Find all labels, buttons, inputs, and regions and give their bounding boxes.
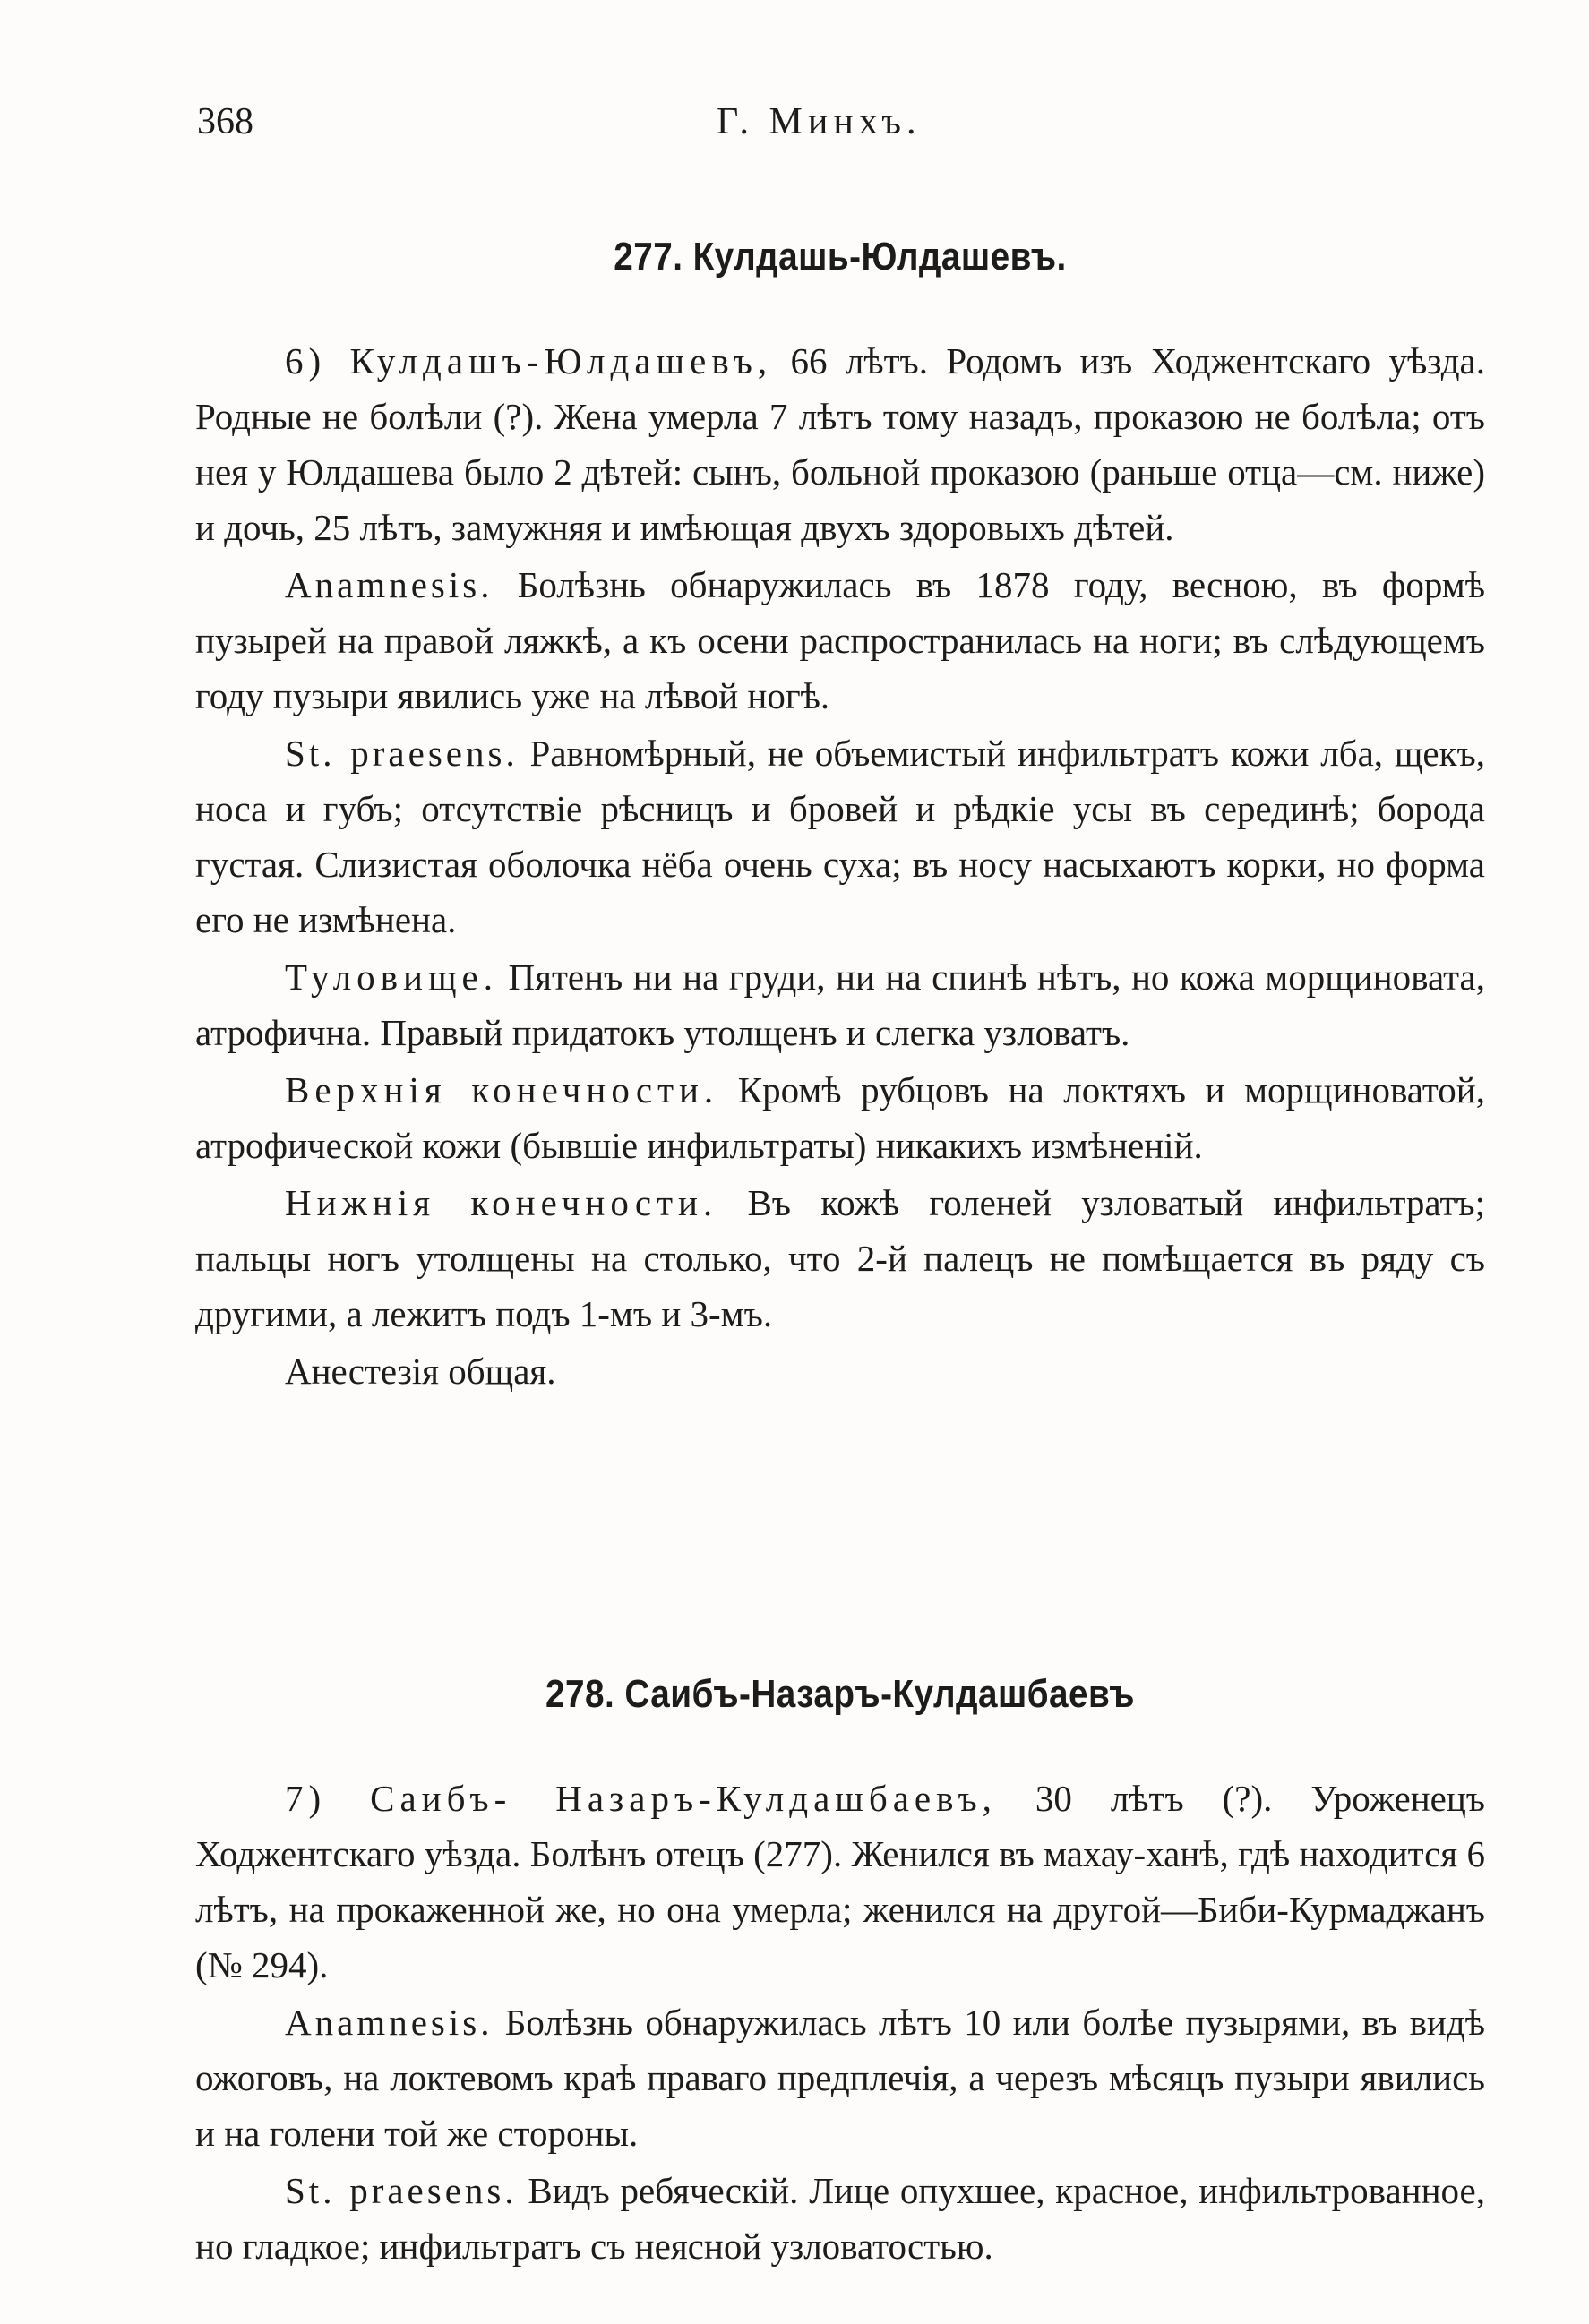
- case-paragraph-trunk: [195, 949, 1485, 1060]
- paragraph-text: Въ кожѣ голеней узловатый инфильтратъ; пальцы ногъ утолщены на столько, что 2-й палецъ не помѣщается въ ряду съ другими, а лежитъ подъ 1-мъ и 3-мъ.: [195, 1182, 1486, 1334]
- paragraph-text: 30 лѣтъ (?). Уроженецъ Ходжентскаго уѣзда. Болѣнъ отецъ (277). Женился въ махау-ханѣ, гдѣ находится 6 лѣтъ, на прокаженной же, но она умерла; женился на другой—Биби-Курмаджанъ (№ 294).: [195, 1778, 1486, 1985]
- paragraph-text: Кромѣ рубцовъ на локтяхъ и морщиноватой, атрофической кожи (бывшіе инфильтраты) никакихъ измѣненій.: [195, 1069, 1485, 1166]
- paragraph-text: Равномѣрный, не объемистый инфильтратъ кожи лба, щекъ, носа и губъ; отсутствіе рѣсницъ и бровей и рѣдкіе усы въ серединѣ; борода густая. Слизистая оболочка нёба очень суха; въ носу насыхаютъ корки, но форма его не измѣнена.: [195, 733, 1485, 940]
- case-title: 277. Кулдашь-Юлдашевъ.: [614, 235, 1067, 279]
- paragraph-text: Болѣзнь обнаружилась лѣтъ 10 или болѣе пузырями, въ видѣ ожоговъ, на локтевомъ краѣ праваго предплечія, а черезъ мѣсяцъ пузыри явились и на голени той же стороны.: [195, 2002, 1485, 2154]
- case-paragraph-status: [195, 725, 1485, 948]
- case-paragraph-anesthesia: [195, 1343, 1485, 1399]
- case-paragraph-anamnesis: [195, 1994, 1485, 2161]
- running-head: [197, 100, 1446, 154]
- case-paragraph-anamnesis: [195, 557, 1485, 724]
- paragraph-text: Болѣзнь обнаружилась въ 1878 году, весною, въ формѣ пузырей на правой ляжкѣ, а къ осени распространилась на ноги; въ слѣдующемъ году пузыри явились уже на лѣвой ногѣ.: [195, 564, 1485, 716]
- status-praesens-lead: St. praesens.: [285, 2170, 518, 2211]
- upper-limbs-lead: Верхнія конечности.: [285, 1069, 719, 1111]
- anamnesis-lead: Anamnesis.: [285, 564, 494, 605]
- case-paragraph-status: [195, 2163, 1485, 2274]
- case-title: 278. Саибъ-Назаръ-Кулдашбаевъ: [545, 1672, 1135, 1716]
- case-entry-278: [195, 1672, 1485, 2274]
- case-entry-277: [195, 235, 1485, 1399]
- case-paragraph-intro: [195, 1771, 1485, 1993]
- anamnesis-lead: Anamnesis.: [285, 2002, 494, 2043]
- status-praesens-lead: St. praesens.: [285, 733, 519, 774]
- running-head-author: Г. Минхъ.: [717, 101, 922, 142]
- paragraph-text: Пятенъ ни на груди, ни на спинѣ нѣтъ, но кожа морщиновата, атрофична. Правый придатокъ утолщенъ и слегка узловатъ.: [195, 956, 1485, 1053]
- paragraph-text: Анестезія общая.: [285, 1351, 556, 1392]
- page-number: 368: [197, 101, 253, 142]
- patient-name-lead: 6) Кулдашъ-Юлдашевъ,: [285, 340, 773, 382]
- trunk-lead: Туловище.: [285, 956, 498, 998]
- paragraph-text: Видъ ребяческій. Лице опухшее, красное, инфильтрованное, но гладкое; инфильтратъ съ неясной узловатостью.: [195, 2170, 1485, 2267]
- case-paragraph-lower-limbs: [195, 1175, 1485, 1342]
- patient-name-lead: 7) Саибъ- Назаръ-Кулдашбаевъ,: [285, 1778, 997, 1819]
- paragraph-text: 66 лѣтъ. Родомъ изъ Ходжентскаго уѣзда. Родные не болѣли (?). Жена умерла 7 лѣтъ тому назадъ, проказою не болѣла; отъ нея у Юлдашева было 2 дѣтей: сынъ, больной проказою (раньше отца—см. ниже) и дочь, 25 лѣтъ, замужняя и имѣющая двухъ здоровыхъ дѣтей.: [195, 340, 1486, 548]
- lower-limbs-lead: Нижнія конечности.: [285, 1182, 718, 1223]
- case-paragraph-upper-limbs: [195, 1062, 1485, 1173]
- case-paragraph-intro: [195, 333, 1485, 555]
